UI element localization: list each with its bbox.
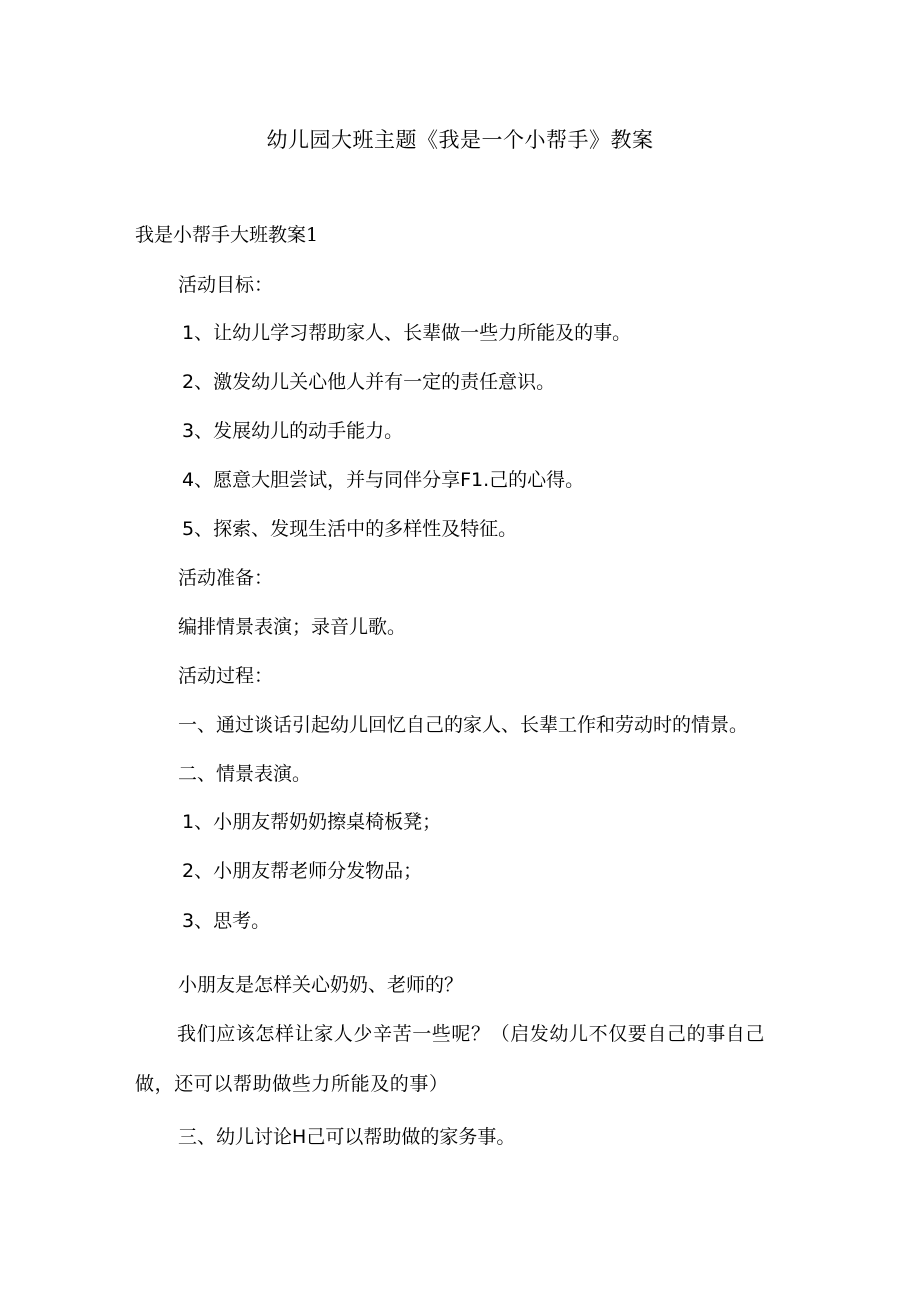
goal-number: 4 [182, 469, 195, 491]
goal-item-1 [182, 318, 631, 348]
document-title: 幼儿园大班主题《我是一个小帮手》教案 [266, 128, 654, 152]
step3-suffix: 己可以帮助做的家务事。 [306, 1126, 516, 1148]
item-text: 、小朋友帮老师分发物品； [194, 860, 423, 882]
process-step-3 [178, 1122, 515, 1152]
section-heading: 我是小帮手大班教案1 [135, 224, 319, 246]
goal-number: 3 [182, 420, 195, 442]
step2-item-3 [182, 906, 270, 936]
goal-number: 5 [182, 518, 195, 540]
item-number: 2 [182, 860, 195, 882]
step3-ocr-artifact: H [292, 1126, 307, 1148]
item-number: 1 [182, 811, 195, 833]
step3-prefix: 三、幼儿讨论 [178, 1126, 293, 1148]
process-step-1: 一、通过谈话引起幼儿回忆自己的家人、长辈工作和劳动时的情景。 [178, 714, 749, 736]
item-number: 3 [182, 910, 195, 932]
goal-text: 、发展幼儿的动手能力。 [194, 420, 404, 442]
item-text: 、思考。 [194, 910, 271, 932]
goal-ocr-artifact: F1. [460, 469, 490, 491]
prep-label: 活动准备： [178, 567, 274, 589]
prep-text: 编排情景表演；录音儿歌。 [178, 616, 407, 638]
process-label: 活动过程： [178, 665, 274, 687]
process-step-2: 二、情景表演。 [178, 763, 312, 785]
step2-item-1 [182, 807, 441, 837]
item-text: 、小朋友帮奶奶擦桌椅板凳； [194, 811, 442, 833]
goal-text: 、激发幼儿关心他人并有一定的责任意识。 [194, 371, 556, 393]
goal-text: 、让幼儿学习帮助家人、长辈做一些力所能及的事。 [194, 322, 632, 344]
goal-text: 、探索、发现生活中的多样性及特征。 [194, 518, 518, 540]
goal-item-5 [182, 514, 517, 544]
goals-label: 活动目标： [178, 274, 274, 296]
goal-number: 1 [182, 322, 195, 344]
step2-item-2 [182, 856, 422, 886]
goal-text: 、愿意大胆尝试，并与同伴分享 [194, 469, 461, 491]
goal-item-3 [182, 416, 403, 446]
question-2: 我们应该怎样让家人少辛苦一些呢？（启发幼儿不仅要自己的事自己做，还可以帮助做些力所能及的事） [135, 1023, 766, 1095]
goal-text-tail: 己的心得。 [489, 469, 585, 491]
goal-item-2 [182, 367, 555, 397]
question-1: 小朋友是怎样关心奶奶、老师的？ [178, 974, 464, 996]
goal-item-4 [182, 465, 584, 495]
goal-number: 2 [182, 371, 195, 393]
